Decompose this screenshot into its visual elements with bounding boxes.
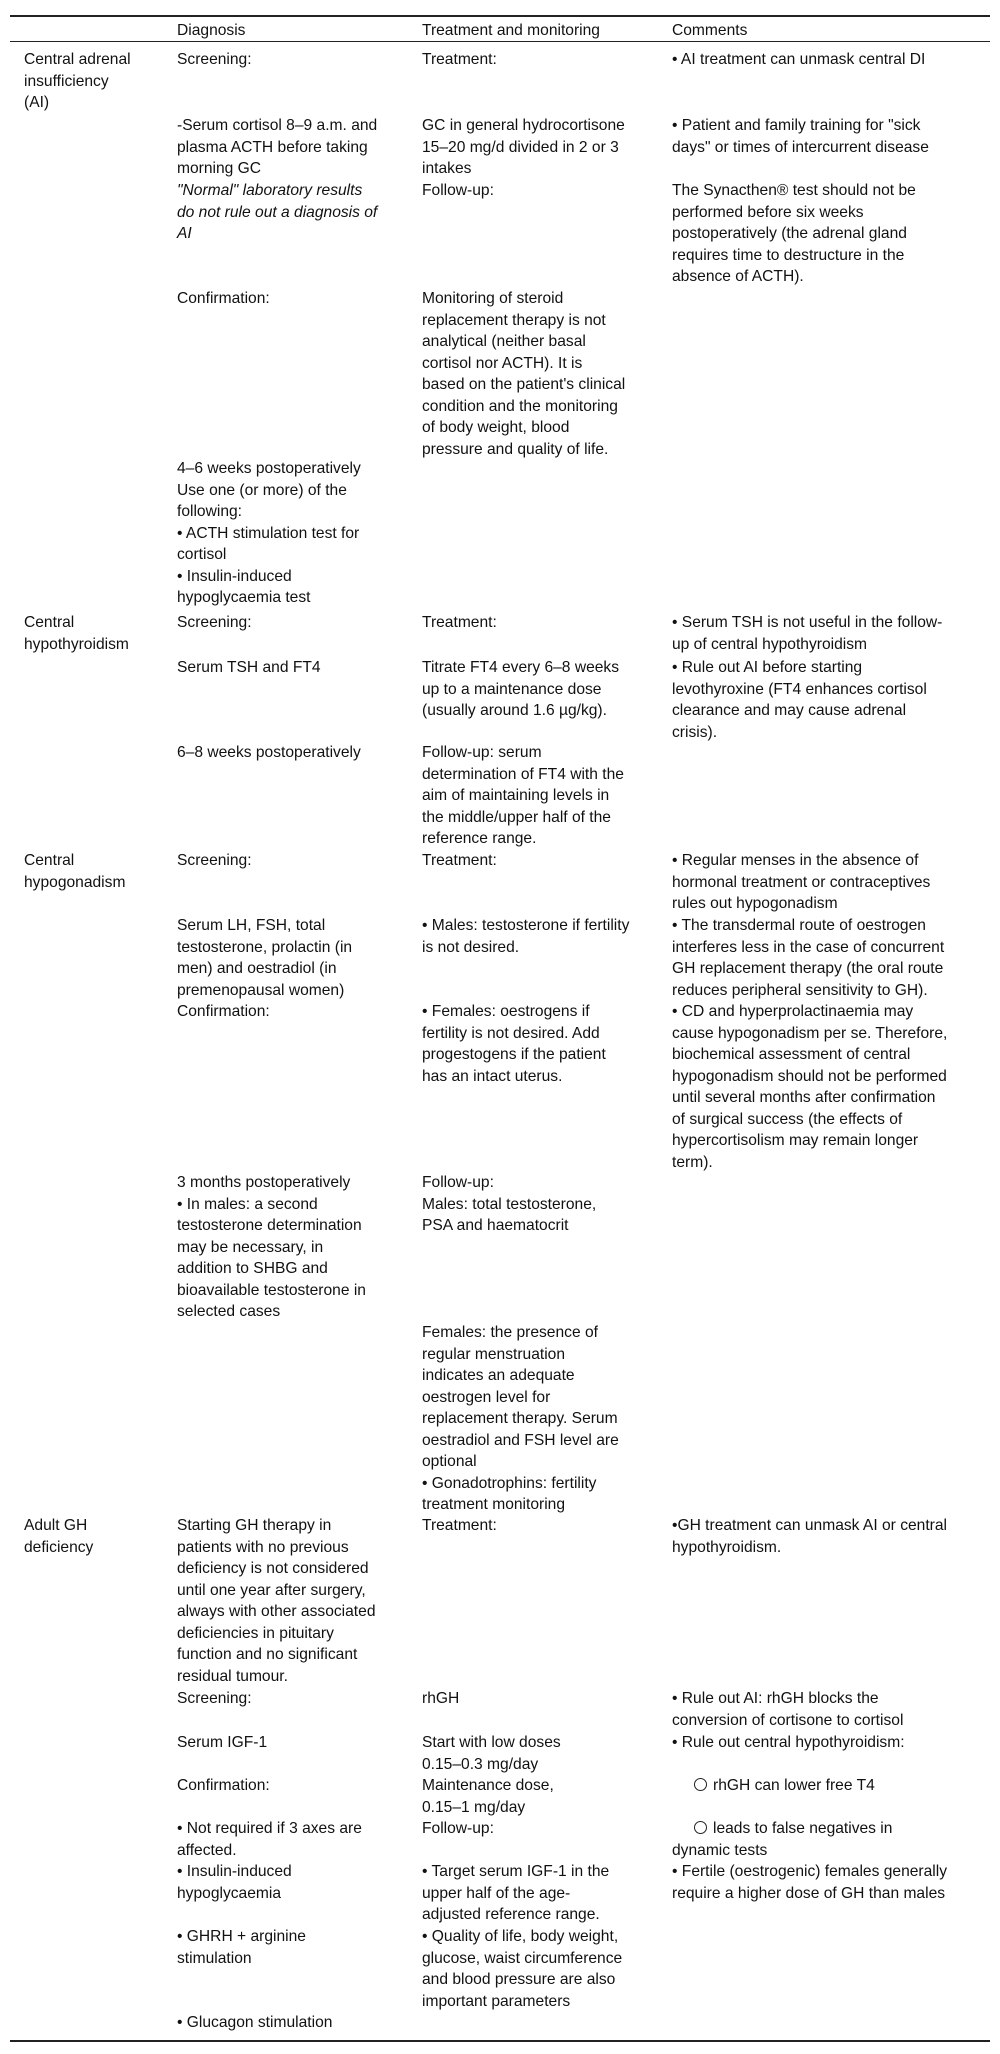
gh-diag-intro: Starting GH therapy in patients with no previous deficiency is not considered until one year after surgery, always with other associated deficiencies in pituitary function and no significant residual tumour. [177, 1517, 376, 1685]
hypothyroid-comment-ai: • Rule out AI before starting levothyroxine (FT4 enhances cortisol clearance and may cause adrenal crisis). [672, 659, 927, 741]
gh-comment-rule-out-hypothyroid: • Rule out central hypothyroidism: [672, 1734, 905, 1751]
gh-treat-label: Treatment: [422, 1517, 497, 1534]
gh-comment-rule-out-ai: • Rule out AI: rhGH blocks the conversion of cortisone to cortisol [672, 1690, 904, 1729]
hypogonadism-treat-followup-females: Females: the presence of regular menstruation indicates an adequate oestrogen level for replacement therapy. Serum oestradiol and FSH level are optional • Gonadotrophins: fertility treatment monitoring [422, 1324, 619, 1513]
header-comments: Comments [672, 22, 748, 39]
gh-diag-screening: Screening: [177, 1690, 252, 1707]
ai-comment-training: • Patient and family training for "sick days" or times of intercurrent disease [672, 117, 929, 156]
gh-treat-rhgh: rhGH [422, 1690, 460, 1707]
gh-comment-lower-t4-item [672, 1775, 982, 1797]
gh-comment-fertile-females: • Fertile (oestrogenic) females generally require a higher dose of GH than males [672, 1863, 947, 1902]
gh-treat-followup: Follow-up: [422, 1820, 494, 1837]
row-title-ai: Central adrenal insufficiency (AI) [24, 51, 131, 111]
hypothyroid-diag-screening: Screening: [177, 614, 252, 631]
gh-diag-insulin: • Insulin-induced hypoglycaemia [177, 1863, 292, 1902]
gh-diag-ghrh: • GHRH + arginine stimulation [177, 1928, 306, 1967]
gh-diag-igf1: Serum IGF-1 [177, 1734, 268, 1751]
ai-diag-screening: Screening: [177, 51, 252, 68]
row-title-gh: Adult GH deficiency [24, 1517, 94, 1556]
hypogonadism-comment-transdermal: • The transdermal route of oestrogen interferes less in the case of concurrent GH replacement therapy (the oral route reduces peripheral sensitivity to GH). [672, 917, 945, 999]
row-title-hypothyroidism: Central hypothyroidism [24, 614, 129, 653]
gh-comment-false-negatives: leads to false negatives in dynamic tests [672, 1820, 893, 1859]
hypogonadism-comment-cd: • CD and hyperprolactinaemia may cause hypogonadism per se. Therefore, biochemical assessment of central hypogonadism should not be performed until several months after confirmation of surgical success (the effects of hypercortisolism may remain longer term). [672, 1003, 948, 1171]
ai-diag-tests: 4–6 weeks postoperatively Use one (or more) of the following: • ACTH stimulation test for cortisol • Insulin-induced hypoglycaemia test [177, 460, 361, 606]
ai-diag-cortisol: -Serum cortisol 8–9 a.m. and plasma ACTH before taking morning GC [177, 117, 378, 177]
ai-diag-confirmation: Confirmation: [177, 290, 270, 307]
hypogonadism-treat-males: • Males: testosterone if fertility is not desired. [422, 917, 630, 956]
gh-diag-glucagon: • Glucagon stimulation [177, 2014, 333, 2031]
hypogonadism-diag-confirmation: Confirmation: [177, 1003, 270, 1020]
hypogonadism-treat-label: Treatment: [422, 852, 497, 869]
ai-diag-normal-note: "Normal" laboratory results do not rule out a diagnosis of AI [177, 182, 378, 242]
row-title-hypogonadism: Central hypogonadism [24, 852, 126, 891]
header-treatment: Treatment and monitoring [422, 22, 600, 39]
hypothyroid-diag-tsh: Serum TSH and FT4 [177, 659, 321, 676]
ai-treat-label: Treatment: [422, 51, 497, 68]
hypothyroid-treat-followup: Follow-up: serum determination of FT4 with the aim of maintaining levels in the middle/upper half of the reference range. [422, 744, 624, 847]
hypothyroid-treat-label: Treatment: [422, 614, 497, 631]
bottom-rule [10, 2040, 990, 2042]
gh-comment-unmask: •GH treatment can unmask AI or central hypothyroidism. [672, 1517, 947, 1556]
header-diagnosis: Diagnosis [177, 22, 246, 39]
gh-treat-igf1-target: • Target serum IGF-1 in the upper half of the age- adjusted reference range. [422, 1863, 610, 1923]
hypothyroid-diag-timing: 6–8 weeks postoperatively [177, 744, 361, 761]
ai-comment-synacthen: The Synacthen® test should not be performed before six weeks postoperatively (the adrenal gland requires time to destructure in the absence of ACTH). [672, 182, 916, 285]
hypogonadism-treat-followup-males: Follow-up: Males: total testosterone, PSA and haematocrit [422, 1174, 597, 1234]
top-rule [10, 15, 990, 17]
hypogonadism-diag-serum: Serum LH, FSH, total testosterone, prolactin (in men) and oestradiol (in premenopausal women) [177, 917, 353, 999]
gh-treat-start-dose: Start with low doses 0.15–0.3 mg/day [422, 1734, 561, 1773]
hypogonadism-comment-menses: • Regular menses in the absence of hormonal treatment or contraceptives rules out hypogonadism [672, 852, 931, 912]
hypothyroid-comment-tsh: • Serum TSH is not useful in the follow- up of central hypothyroidism [672, 614, 943, 653]
circle-bullet-icon [694, 1821, 707, 1834]
gh-comment-lower-t4: rhGH can lower free T4 [713, 1777, 875, 1794]
ai-comment-di: • AI treatment can unmask central DI [672, 51, 926, 68]
gh-diag-not-required: • Not required if 3 axes are affected. [177, 1820, 362, 1859]
gh-treat-quality: • Quality of life, body weight, glucose, waist circumference and blood pressure are also important parameters [422, 1928, 623, 2010]
hypogonadism-diag-screening: Screening: [177, 852, 252, 869]
gh-treat-maintenance: Maintenance dose, 0.15–1 mg/day [422, 1777, 554, 1816]
ai-treat-followup: Follow-up: [422, 182, 494, 199]
gh-diag-confirmation: Confirmation: [177, 1777, 270, 1794]
gh-comment-false-negatives-item [672, 1818, 982, 1861]
hypogonadism-treat-females: • Females: oestrogens if fertility is not desired. Add progestogens if the patient has an intact uterus. [422, 1003, 606, 1085]
hypothyroid-treat-titrate: Titrate FT4 every 6–8 weeks up to a maintenance dose (usually around 1.6 µg/kg). [422, 659, 620, 719]
hypogonadism-diag-timing: 3 months postoperatively • In males: a second testosterone determination may be necessary, in addition to SHBG and bioavailable testosterone in selected cases [177, 1174, 366, 1320]
ai-treat-monitoring: Monitoring of steroid replacement therapy is not analytical (neither basal cortisol nor ACTH). It is based on the patient's clinical condition and the monitoring of body weight, blood pressure and quality of life. [422, 290, 626, 458]
ai-treat-gc: GC in general hydrocortisone 15–20 mg/d divided in 2 or 3 intakes [422, 117, 625, 177]
circle-bullet-icon [694, 1778, 707, 1791]
